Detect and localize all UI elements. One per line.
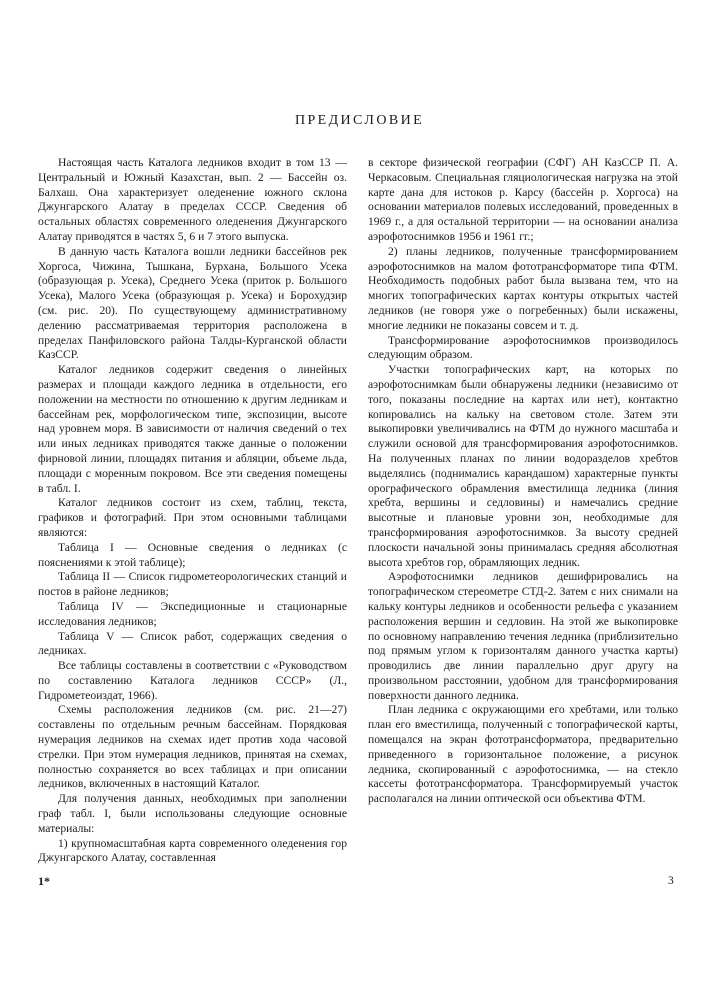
list-item: Таблица II — Список гидрометеорологических станций и постов в районе ледников; xyxy=(38,570,347,599)
signature-mark: 1* xyxy=(38,874,50,888)
paragraph: Участки топографических карт, на которых по аэрофотоснимкам были обнаружены ледники (независимо от того, показаны последние на картах или нет), контактно копировались на кальку на световом столе. Затем эти выкопировки увеличивались на ФТМ до нужного масштаба и служили основой для трансформирования аэрофотоснимков. На полученных планах по линии водоразделов хребтов выделялись (поднимались карандашом) характерные пункты орографического обрамления вместилища ледника (линия хребта, вершины и седловины) и намечались средние высотные и плановые уровни зон, необходимые для трансформирования аэрофотоснимков. За высоту средней плоскости начальной зоны принималась средняя абсолютная высота хребтов гор, обрамляющих ледник. xyxy=(368,363,678,569)
paragraph: 2) планы ледников, полученные трансформированием аэрофотоснимков на малом фототрансформаторе типа ФТМ. Необходимость подобных работ была вызвана тем, что на многих топографических картах контуры открытых частей ледников (не говоря уже о погребенных) были искажены, многие ледники не показаны совсем и т. д. xyxy=(368,244,678,332)
paragraph: Каталог ледников содержит сведения о линейных размерах и площади каждого ледника в отдельности, его положении на местности по отношению к другим ледникам и бассейнам рек, морфологическом типе, экспозиции, высоте над уровнем моря. В зависимости от наличия сведений о тех или иных ледниках приводятся также данные о положении фирновой линии, площадях питания и абляции, объеме льда, площади с моренным покровом. Все эти сведения помещены в табл. I. xyxy=(38,363,347,495)
left-text-column xyxy=(38,156,347,866)
page-title: ПРЕДИСЛОВИЕ xyxy=(294,113,425,128)
paragraph: Все таблицы составлены в соответствии с «Руководством по составлению Каталога ледников СССР» (Л., Гидрометеоиздат, 1966). xyxy=(38,659,347,702)
list-item: Таблица V — Список работ, содержащих сведения о ледниках. xyxy=(38,629,347,658)
page-number: 3 xyxy=(668,875,674,887)
paragraph: Для получения данных, необходимых при заполнении граф табл. I, были использованы следующие основные материалы: xyxy=(38,792,347,835)
paragraph: План ледника с окружающими его хребтами, или только план его вместилища, полученный с топографической карты, помещался на экран фототрансформатора, предварительно приведенного в горизонтальное положение, а рисунок ледника, скопированный с аэрофотоснимка, — на стекло кассеты фототрансформатора. Трансформируемый участок располагался на линии оптической оси объектива ФТМ. xyxy=(368,703,678,806)
paragraph: Каталог ледников состоит из схем, таблиц, текста, графиков и фотографий. При этом основными таблицами являются: xyxy=(38,496,347,539)
paragraph: в секторе физической географии (СФГ) АН КазССР П. А. Черкасовым. Специальная гляциологическая нагрузка на этой карте дана для истоков р. Карсу (бассейн р. Хоргоса) на основании материалов полевых исследований, проведенных в 1969 г., а для остальной территории — на основании анализа аэрофотоснимков 1956 и 1961 гг.; xyxy=(368,156,678,243)
paragraph: Аэрофотоснимки ледников дешифрировались на топографическом стереометре СТД-2. Затем с них снимали на кальку контуры ледников и особенности рельефа с указанием расположения вершин и седловин. На этой же выкопировке по основному направлению течения ледника (приблизительно под прямым углом к горизонталям данного участка карты) проводились две линии параллельно друг другу на произвольном расстоянии, удобном для трансформирования поверхности данного ледника. xyxy=(368,570,678,702)
list-item: Таблица I — Основные сведения о ледниках (с пояснениями к этой таблице); xyxy=(38,540,347,569)
paragraph: Настоящая часть Каталога ледников входит в том 13 — Центральный и Южный Казахстан, вып. 2 — Бассейн оз. Балхаш. Она характеризует оледенение южного склона Джунгарского Алатау в пределах СССР. Сведения об остальных областях современного оледенения Джунгарского Алатау приводятся в частях 5, 6 и 7 этого выпуска. xyxy=(38,156,347,243)
paragraph: В данную часть Каталога вошли ледники бассейнов рек Хоргоса, Чижина, Тышкана, Бурхана, Большого Усека (образующая р. Усека), Среднего Усека (приток р. Большого Усека), Малого Усека (образующая р. Усека) и Борохудзир (см. рис. 20). По существующему административному делению рассматриваемая территория расположена в пределах Панфиловского района Талды-Курганской области КазССР. xyxy=(38,244,347,362)
right-text-column xyxy=(368,156,678,807)
paragraph: Трансформирование аэрофотоснимков производилось следующим образом. xyxy=(368,333,678,362)
paragraph: Схемы расположения ледников (см. рис. 21—27) составлены по отдельным речным бассейнам. Порядковая нумерация ледников на схемах идет против хода часовой стрелки. При этом нумерация ледников, принятая на схемах, полностью сохраняется во всех таблицах и при описании ледников, включенных в настоящий Каталог. xyxy=(38,703,347,791)
paragraph: 1) крупномасштабная карта современного оледенения гор Джунгарского Алатау, составленная xyxy=(38,836,347,865)
list-item: Таблица IV — Экспедиционные и стационарные исследования ледников; xyxy=(38,599,347,628)
